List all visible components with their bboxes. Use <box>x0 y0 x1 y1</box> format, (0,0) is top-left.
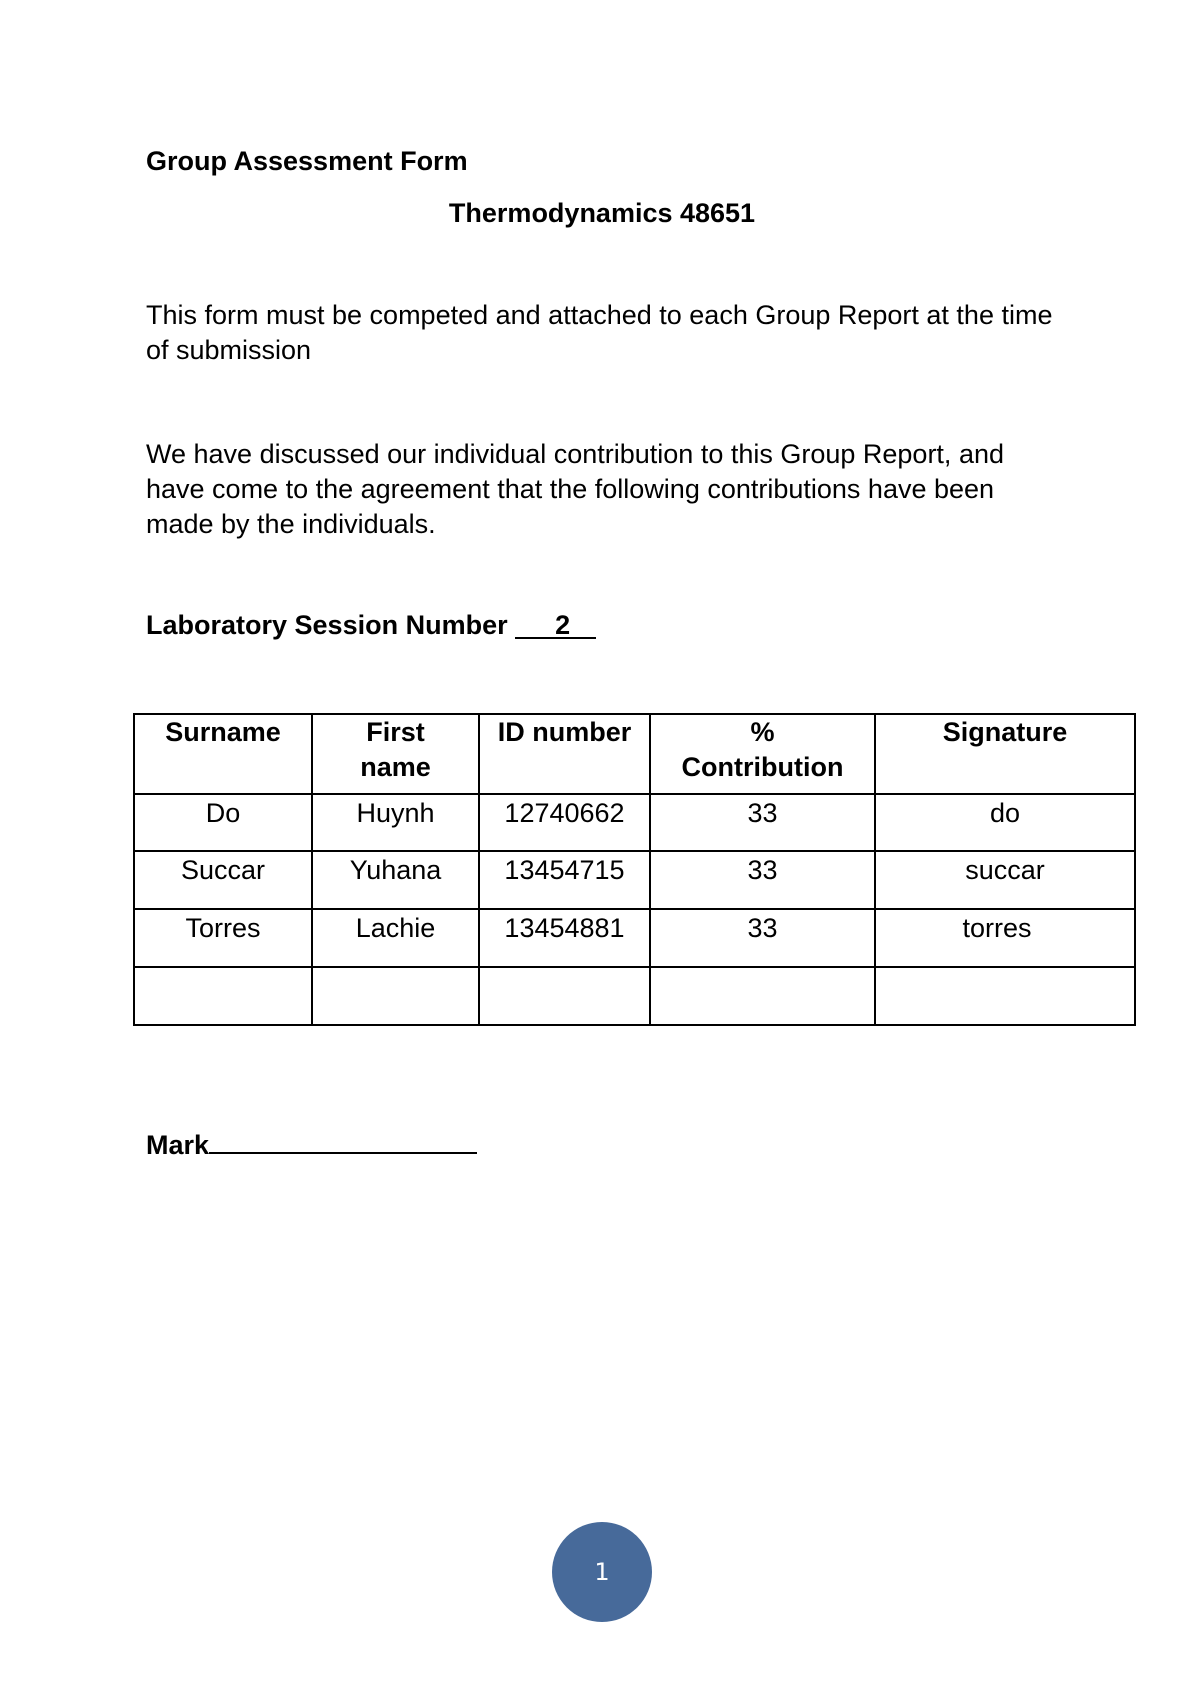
cell-surname[interactable]: Succar <box>134 851 312 909</box>
instruction-text: This form must be competed and attached to each Group Report at the time of submission <box>146 300 1053 365</box>
table-row <box>134 794 1135 851</box>
mark-label: Mark <box>146 1130 210 1160</box>
cell-first-name[interactable]: Yuhana <box>312 851 479 909</box>
header-signature: Signature <box>875 714 1135 794</box>
header-first-name: First name <box>312 714 479 794</box>
cell-signature[interactable]: do <box>875 794 1135 851</box>
table-header-row <box>134 714 1135 794</box>
cell-contribution[interactable]: 33 <box>650 851 875 909</box>
cell-first-name[interactable]: Huynh <box>312 794 479 851</box>
header-surname: Surname <box>134 714 312 794</box>
session-number-field[interactable]: 2 <box>515 613 596 639</box>
table-row <box>134 909 1135 967</box>
cell-signature[interactable] <box>875 967 1135 1025</box>
contribution-table <box>133 713 1136 1026</box>
cell-id-number[interactable]: 13454881 <box>479 909 650 967</box>
cell-id-number[interactable]: 12740662 <box>479 794 650 851</box>
cell-contribution[interactable] <box>650 967 875 1025</box>
cell-signature[interactable]: succar <box>875 851 1135 909</box>
header-contribution: % Contribution <box>650 714 875 794</box>
form-title: Group Assessment Form <box>146 146 468 176</box>
header-id-number: ID number <box>479 714 650 794</box>
cell-first-name[interactable]: Lachie <box>312 909 479 967</box>
cell-contribution[interactable]: 33 <box>650 909 875 967</box>
cell-surname[interactable] <box>134 967 312 1025</box>
session-label: Laboratory Session Number <box>146 610 508 640</box>
session-line <box>146 610 596 641</box>
cell-surname[interactable]: Torres <box>134 909 312 967</box>
cell-surname[interactable]: Do <box>134 794 312 851</box>
mark-line <box>146 1126 477 1161</box>
agreement-text: We have discussed our individual contribution to this Group Report, and have come to the agreement that the following contributions have been made by the individuals. <box>146 439 1004 539</box>
table-row <box>134 967 1135 1025</box>
course-title: Thermodynamics 48651 <box>448 198 756 228</box>
cell-first-name[interactable] <box>312 967 479 1025</box>
page-number-badge: 1 <box>552 1522 652 1622</box>
cell-id-number[interactable] <box>479 967 650 1025</box>
cell-contribution[interactable]: 33 <box>650 794 875 851</box>
cell-signature[interactable]: torres <box>875 909 1135 967</box>
cell-id-number[interactable]: 13454715 <box>479 851 650 909</box>
table-row <box>134 851 1135 909</box>
mark-field[interactable] <box>209 1126 477 1154</box>
